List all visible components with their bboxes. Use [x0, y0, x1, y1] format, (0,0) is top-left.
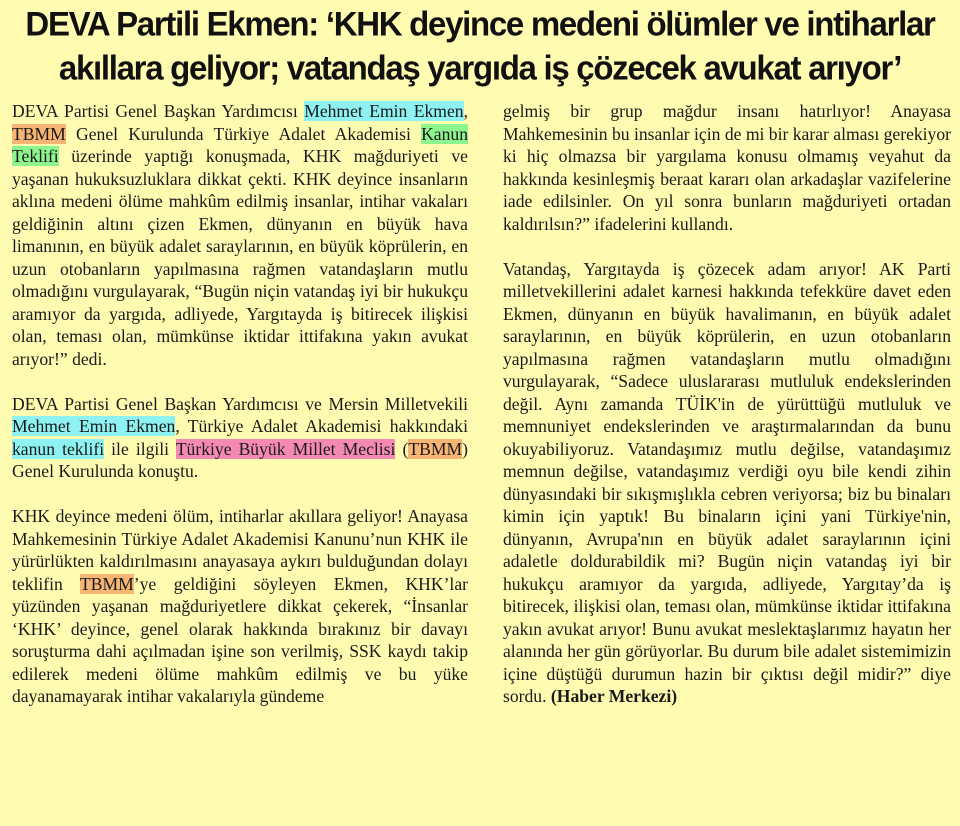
highlight-tbmm-full: Türkiye Büyük Millet Meclisi — [175, 438, 396, 459]
text-run: KHK deyince medeni ölüm, intiharlar akıllara geliyor! Anayasa Mahkemesinin Türkiye Adalet Akademisi Kanunu’nun KHK ile yürürlükten kaldırılmasını anayasaya aykırı bulduğundan dolayı teklifin — [12, 506, 468, 594]
paragraph: gelmiş bir grup mağdur insanı hatırlıyor! Anayasa Mahkemesinin bu insanlar için de mi bir karar alması gerekiyor ki hiç olmazsa bir yargılama konusu olmamış veyahut da hakkında kesinleşmiş beraat kararı olan arkadaşlar vazifelerine iade edilsinler. On yıl sonra bunların mağduriyeti ortadan kaldırılsın?” ifadelerini kullandı. — [503, 101, 952, 234]
text-run: DEVA Partisi Genel Başkan Yardımcısı — [12, 101, 305, 121]
text-run: , Türkiye Adalet Akademisi hakkındaki — [175, 416, 468, 436]
text-run: , — [463, 101, 468, 121]
headline-line-1: DEVA Partili Ekmen: ‘KHK deyince medeni ölümler ve intiharlar — [25, 4, 935, 43]
right-column — [503, 100, 951, 730]
highlight-kanun: Kanun Teklifi — [12, 123, 468, 166]
paragraph — [12, 393, 468, 483]
text-run: ile ilgili — [104, 438, 176, 459]
text-run: Vatandaş, Yargıtayda iş çözecek adam arıyor! AK Parti milletvekillerini adalet karnesi hakkında tefekküre davet eden Ekmen, dünyanın en büyük havalimanın, en büyük adalet saraylarının, en büyük köprülerin, en uzun otobanların yapılmasına rağmen vatandaşların mutlu olmadığını vurgulayarak, “Sadece uluslararası mutluluk endekslerinden değil. Aynı zamanda TÜİK'in de yürüttüğü mutluluk ve memnuniyet endekslerinden ve araştırmalarından da bunu okuyabiliyoruz. Vatandaşımız mutlu değilse, vatandaşımız memnun değilse, vatandaşımız verdiği oyu bile kendi zihin dünyasındaki bir sıkışmışlıkla cebren veriyorsa; biz bu binaları kimin için yaptık! Bu binaların içini yani Türkiye'nin, dünyanın, Avrupa'nın en büyük adalet saraylarının içini adaletle doldurabildik mi? Bugün niçin vatandaş iyi bir hukukçu aramıyor da yargıda, adliyede, Yargıtay’da iş bitirecek, ilişkisi olan, teması olan, mümkünse iktidar ittifakına yakın avukat arıyor! Bunu avukat meslektaşlarımız hayatın her alanında her gün görüyorlar. Bu durum bile adalet sistemimizin içine düştüğü durumun hazin bir çıktısı değil midir?” diye sordu. — [503, 258, 951, 706]
highlight-name: Mehmet Emin Ekmen — [304, 101, 464, 121]
text-run: Genel Kurulunda Türkiye Adalet Akademisi — [65, 123, 422, 144]
byline: (Haber Merkezi) — [550, 686, 678, 706]
text-run: ) Genel Kurulunda konuştu. — [12, 438, 468, 481]
highlight-tbmm: TBMM — [79, 573, 134, 594]
headline-line-2: akıllara geliyor; vatandaş yargıda iş çözecek avukat arıyor’ — [58, 48, 902, 87]
left-column — [12, 100, 468, 730]
highlight-tbmm: TBMM — [12, 123, 66, 144]
paragraph — [12, 505, 468, 708]
headline — [0, 2, 960, 89]
paragraph — [503, 258, 951, 708]
text-run: üzerinde yaptığı konuşmada, KHK mağduriyeti ve yaşanan hukuksuzluklara dikkat çekti. KHK deyince insanların aklına medeni ölüme mahkûm edilmiş insanlar, intihar vakaları geldiğinin altını çizen Ekmen, dünyanın en büyük hava limanının, en büyük adalet saraylarının, en büyük köprülerin, en uzun otobanların yapılmasına rağmen vatandaşların mutlu olmadığını vurgulayarak, “Bugün niçin vatandaş iyi bir hukukçu aramıyor da yargıda, adliyede, Yargıtayda iş bitirecek ilişkisi olan, teması olan, mümkünse iktidar ittifakına yakın avukat arıyor!” dedi. — [12, 146, 468, 369]
text-run: ’ye geldiğini söyleyen Ekmen, KHK’lar yüzünden yaşanan mağduriyetlere dikkat çekerek, “İnsanlar ‘KHK’ deyince, genel olarak hakkında bırakınız bir davayı soruşturma dahi açılmadan işine son verilmiş, SSK kaydı takip edilerek medeni ölüme mahkûm edilmiş ve bu yüke dayanamayarak intihar vakalarıyla gündeme — [12, 573, 468, 706]
text-run: DEVA Partisi Genel Başkan Yardımcısı ve Mersin Milletvekili — [12, 393, 468, 414]
highlight-kanun: kanun teklifi — [12, 438, 105, 459]
paragraph — [12, 100, 468, 370]
highlight-tbmm: TBMM — [408, 438, 463, 459]
highlight-name: Mehmet Emin Ekmen — [12, 416, 176, 436]
text-run: ( — [395, 438, 409, 459]
